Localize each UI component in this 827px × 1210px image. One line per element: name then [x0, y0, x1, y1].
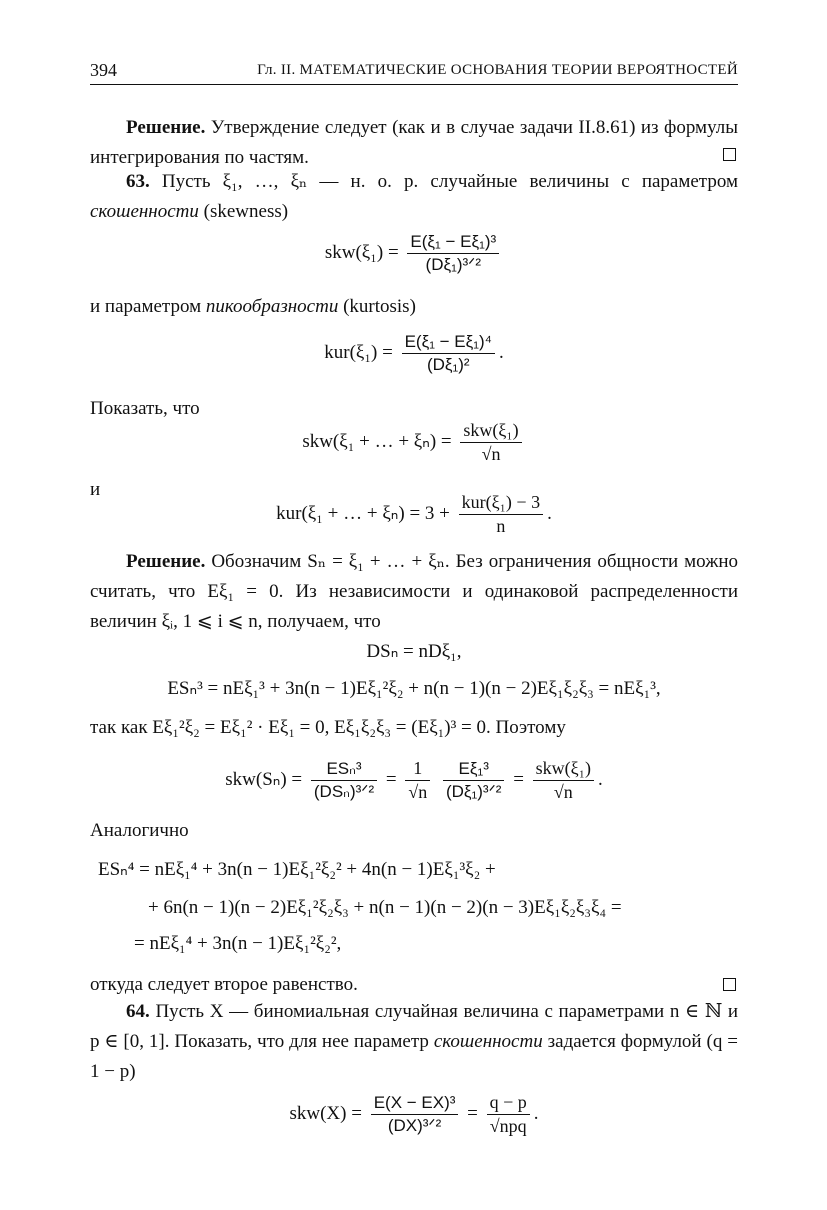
formula-b [90, 492, 738, 537]
denominator: √npq [489, 1116, 527, 1136]
denominator: (Dξ₁)² [426, 355, 470, 374]
problem-number: 63. [126, 171, 150, 192]
equals-sign: = [467, 1102, 478, 1124]
show-that: Показать, что [90, 398, 200, 419]
term-skewness: скошенности [90, 201, 199, 222]
formula-tail: . [533, 1102, 539, 1124]
page [90, 0, 738, 1210]
qed-square-icon [723, 148, 736, 161]
fraction [311, 759, 377, 802]
denominator: n [496, 516, 506, 536]
denominator: (DSₙ)³ᐟ² [313, 782, 375, 801]
formula-skw [90, 232, 738, 275]
denominator: √n [553, 782, 573, 802]
formula-lhs: skw(Sₙ) = [225, 768, 303, 790]
solution-text: Утверждение следует (как и в случае задачи II.8.61) из формулы интегрирования по частям. [90, 117, 738, 168]
numerator: kur(ξ₁) − 3 [459, 492, 543, 515]
formula-lhs: kur(ξ₁) = [324, 341, 393, 363]
denominator: (DX)³ᐟ² [387, 1116, 442, 1135]
formula-lhs: skw(X) = [289, 1102, 362, 1124]
solution-paragraph-2 [90, 547, 738, 637]
equation-dsn: DSₙ = nDξ₁, [366, 641, 462, 662]
fraction [405, 758, 430, 803]
numerator: q − p [487, 1092, 530, 1115]
page-number: 394 [90, 60, 117, 80]
numerator: E(X − EX)³ [371, 1093, 459, 1115]
formula-lhs: skw(ξ₁ + … + ξₙ) = [302, 430, 452, 452]
fraction [407, 232, 499, 275]
since-line: так как Eξ₁²ξ₂ = Eξ₁² · Eξ₁ = 0, Eξ₁ξ₂ξ₃ = (Eξ₁)³ = 0. Поэтому [90, 717, 566, 738]
equation-esn4-line2: + 6n(n − 1)(n − 2)Eξ₁²ξ₂ξ₃ + n(n − 1)(n − 2)(n − 3)Eξ₁ξ₂ξ₃ξ₄ = [148, 897, 622, 918]
equation-esn3: ESₙ³ = nEξ₁³ + 3n(n − 1)Eξ₁²ξ₂ + n(n − 1)(n − 2)Eξ₁ξ₂ξ₃ = nEξ₁³, [167, 678, 661, 699]
fraction [487, 1092, 530, 1137]
similarly: Аналогично [90, 820, 189, 841]
formula-a [90, 420, 738, 465]
conjunction-and: и [90, 479, 101, 500]
problem-number: 64. [126, 1001, 150, 1022]
denominator: √n [408, 782, 428, 802]
denominator: (Dξ₁)³ᐟ² [425, 255, 482, 274]
numerator: 1 [405, 758, 430, 781]
text: и параметром [90, 296, 202, 317]
equals-sign: = [513, 768, 524, 790]
numerator: skw(ξ₁) [533, 758, 594, 781]
qed-square-icon [723, 978, 736, 991]
formula-skw-sn [90, 758, 738, 803]
term-skewness-en: (skewness) [203, 201, 289, 222]
term-kurtosis-en: (kurtosis) [343, 296, 416, 317]
conclusion: откуда следует второе равенство. [90, 974, 358, 995]
running-title: Гл. II. МАТЕМАТИЧЕСКИЕ ОСНОВАНИЯ ТЕОРИИ ВЕРОЯТНОСТЕЙ [257, 62, 738, 78]
problem-text: Пусть X — биномиальная случайная величина с параметрами n ∈ ℕ и p ∈ [0, 1]. Показать, что для нее параметр [90, 1001, 739, 1052]
solution-label: Решение. [126, 551, 206, 572]
fraction [402, 332, 495, 375]
fraction [371, 1093, 459, 1136]
term-kurtosis: пикообразности [205, 296, 339, 317]
problem-63-statement [90, 167, 738, 227]
equation-esn4-line3: = nEξ₁⁴ + 3n(n − 1)Eξ₁²ξ₂², [134, 933, 342, 954]
formula-skw-x [90, 1092, 738, 1137]
solution-text: Обозначим Sₙ = ξ₁ + … + ξₙ. Без ограничения общности можно считать, что Eξ₁ = 0. Из независимости и одинаковой распределенности величин ξᵢ, 1 ⩽ i ⩽ n, получаем, что [90, 551, 738, 632]
running-header [90, 60, 738, 85]
equals-sign: = [385, 768, 397, 790]
solution-paragraph-1 [90, 113, 738, 173]
solution-label: Решение. [126, 117, 206, 138]
denominator: √n [481, 444, 501, 464]
formula-tail: . [597, 768, 603, 790]
fraction [533, 758, 594, 803]
formula-kur [90, 332, 738, 375]
term-skewness: скошенности [433, 1031, 543, 1052]
fraction [460, 420, 521, 465]
numerator: skw(ξ₁) [460, 420, 521, 443]
formula-tail: . [547, 502, 552, 524]
problem-64-statement [90, 997, 738, 1087]
formula-lhs: skw(ξ₁) = [324, 241, 399, 263]
numerator: Eξ₁³ [443, 759, 504, 781]
fraction [443, 759, 504, 802]
formula-tail: . [498, 341, 504, 363]
denominator: (Dξ₁)³ᐟ² [445, 782, 502, 801]
equation-esn4-line1: ESₙ⁴ = nEξ₁⁴ + 3n(n − 1)Eξ₁²ξ₂² + 4n(n − 1)Eξ₁³ξ₂ + [98, 859, 496, 880]
formula-lhs: kur(ξ₁ + … + ξₙ) = 3 + [276, 502, 450, 524]
problem-text-post: задается формулой (q = 1 − p) [90, 1031, 738, 1082]
numerator: E(ξ₁ − Eξ₁)³ [407, 232, 499, 254]
numerator: E(ξ₁ − Eξ₁)⁴ [402, 332, 495, 354]
numerator: ESₙ³ [311, 759, 377, 781]
problem-text: Пусть ξ₁, …, ξₙ — н. о. р. случайные величины с параметром [161, 171, 739, 192]
fraction [459, 492, 543, 537]
kurtosis-intro [90, 292, 738, 322]
